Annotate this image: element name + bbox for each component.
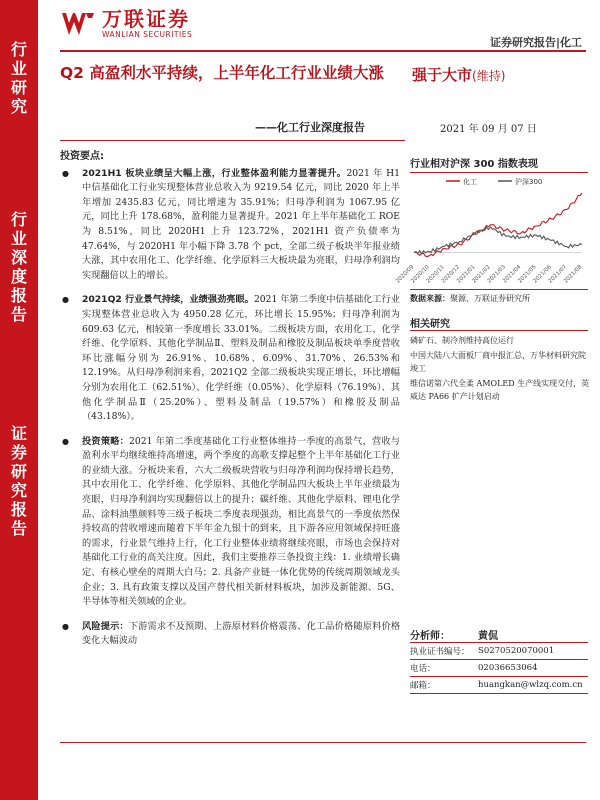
bullet-head: 风险提示： (82, 620, 129, 632)
bullet-body: 下游需求不及预期、上游原材料价格震荡、化工品价格随原料价格变化大幅波动 (82, 620, 401, 647)
sidebar-char: 度 (10, 267, 27, 286)
sidebar-char: 行 (10, 40, 27, 59)
x-tick-label: 2021/06 (532, 264, 553, 285)
header-divider (60, 50, 586, 52)
related-research-head: 相关研究 (410, 319, 450, 330)
sidebar-char: 行 (10, 210, 27, 229)
bullet-head: 2021H1 板块业绩呈大幅上涨，行业整体盈利能力显著提升。 (82, 167, 347, 179)
section-head-key-points: 投资要点: (60, 151, 104, 162)
bullet-body: 2021 年第二季度基础化工行业整体维持一季度的高景气，营收与盈利水平均继续维持高增速，两个季度的高歌支撑起整个上半年基础化工行业的业绩大涨。分板块来看，六大二级板块营收与归母净利润均保持增长趋势，其中农用化工、化学纤维、化学原料、其他化学制品四大板块上半年业绩最为亮眼，归母净利润均实现翻倍以上的提升；碳纤维、其他化学原料、锂电化学品、涂料油墨颜料等三级子板块二季度表现强劲，相比高景气的一季度依然保持较高的营收增速而随着下半年金九银十的到来，且下游各应用领域保持旺盛的需求，行业景气维持上行，化工行业整体业绩将继续亮眼，市场也会保持对基础化工行业的高关注度。因此，我们主要推荐三条投资主线：1. 业绩增长确定、有核心壁垒的周期大白马；2. 具备产业链一体化优势的传统周期领域龙头企业；3. 具有政策支撑以及国产替代相关新材料板块，加涉及新能源、5G、半导体等相关领域的企业。 (82, 435, 400, 608)
analyst-phone-row (410, 660, 588, 677)
sidebar-char: 研 (10, 78, 27, 97)
sidebar-char: 究 (10, 481, 27, 500)
x-tick-label: 2020/11 (425, 264, 446, 285)
x-tick-label: 2020/09 (395, 264, 416, 285)
analyst-email-label: 邮箱： (410, 681, 436, 691)
footer-divider (60, 742, 586, 743)
x-tick-label: 2020/12 (440, 264, 462, 285)
data-source-text: 聚源、万联证券研究所 (450, 294, 530, 303)
left-sidebar (0, 0, 38, 800)
series-line-chemical (414, 193, 582, 256)
legend-label: 化工 (463, 178, 477, 186)
sidebar-char: 告 (10, 305, 27, 324)
sidebar-char: 报 (10, 500, 27, 519)
related-item[interactable]: 中国大陆八大面板厂商中报汇总，万华材料研究院竣工 (410, 351, 586, 373)
rating-main: 强于大市 (412, 66, 473, 84)
related-divider (410, 330, 588, 331)
bullet-head: 投资策略： (82, 435, 130, 447)
analyst-email[interactable]: huangkan@wlzq.com.cn (478, 680, 583, 690)
rating-sub: (维持) (472, 69, 506, 83)
report-title: Q2 高盈利水平持续，上半年化工行业业绩大涨 (60, 64, 384, 82)
x-tick-label: 2021/05 (517, 264, 538, 285)
x-tick-label: 2021/08 (563, 264, 584, 285)
sidebar-char: 业 (10, 59, 27, 78)
analyst-info (410, 626, 588, 694)
sidebar-char: 业 (10, 229, 27, 248)
x-tick-label: 2021/03 (486, 264, 508, 285)
analyst-phone-label: 电话： (410, 664, 436, 674)
title-divider (60, 140, 405, 141)
bullet-q2-prosperity (60, 293, 400, 424)
bullet-risk-warning (60, 620, 400, 649)
related-item[interactable]: 磷矿石、制冷剂维持高位运行 (410, 336, 514, 345)
performance-chart (395, 172, 588, 290)
x-tick-label: 2021/01 (456, 264, 477, 285)
bullet-investment-strategy (60, 435, 400, 610)
analyst-name-row (410, 626, 588, 643)
sidebar-char: 券 (10, 443, 27, 462)
analyst-cert: S0270520070001 (478, 646, 555, 656)
x-tick-label: 2021/02 (471, 264, 492, 285)
company-logo (60, 8, 192, 39)
legend-label: 沪深300 (515, 178, 543, 186)
analyst-name-label: 分析师： (410, 630, 450, 642)
analyst-name: 黄侃 (478, 630, 498, 642)
x-tick-label: 2021/07 (547, 264, 569, 285)
sidebar-char: 深 (10, 248, 27, 267)
wanlian-logo-icon (60, 10, 96, 38)
bullet-h1-performance (60, 167, 400, 284)
report-category-label: 证券研究报告|化工 (489, 36, 582, 49)
data-source (410, 293, 530, 304)
related-research-list (410, 334, 590, 405)
sidebar-char: 报 (10, 286, 27, 305)
related-item[interactable]: 维信诺第六代全柔 AMOLED 生产线实现交付，英威达 PA66 扩产计划启动 (410, 379, 590, 401)
analyst-email-row (410, 677, 588, 694)
sidebar-char: 证 (10, 424, 27, 443)
series-line-hs300 (414, 227, 582, 254)
report-date: 2021 年 09 月 07 日 (440, 124, 537, 135)
x-tick-label: 2021/04 (501, 264, 523, 285)
bullet-body: 2021 年 H1 中信基础化工行业实现整体营业总收入为 9219.54 亿元，同比 2020 年上半年增加 2435.83 亿元，同比增速为 35.91%；归母净利润为 1067.95 亿元，同比上升 178.68%，盈利能力显著提升。2021 年上半年基础化工 ROE 为 8.51%，同比 2020H1 上升 123.72%，2021H1 资产负债率为 47.64%，与 2020H1 年小幅下降 3.78 个 pct，全部二级子板块半年报业绩大涨，其中农用化工、化学纤维、化学原料三大板块最为亮眼，归母净利润均实现翻倍以上的增长。 (82, 167, 400, 281)
analyst-cert-label: 执业证书编号： (410, 647, 470, 657)
analyst-cert-row (410, 643, 588, 660)
bullet-head: 2021Q2 行业景气持续，业绩强劲亮眼。 (82, 294, 254, 306)
bullet-body: 2021 年第二季度中信基础化工行业实现整体营业总收入为 4950.28 亿元，环比增长 15.95%；归母净利润为 609.63 亿元，相较第一季度增长 33.01%。二级板块方面，农用化工、化学纤维、化学原料、其他化学制品Ⅱ、塑料及制品和橡胶及制品板块单季度营收环比涨幅分别为 26.91%、10.68%、6.09%、31.70%、26.53%和 12.19%。从归母净利润来看，2021Q2 全部二级板块实现正增长，环比增幅分别为农用化工（62.51%）、化学纤维（0.05%）、化学原料（76.19%）、其他化学制品Ⅱ（25.20%）、塑料及制品（19.57%）和橡胶及制品（43.18%）。 (82, 294, 400, 423)
sidebar-label-securities-report (0, 424, 38, 538)
performance-chart-svg (395, 173, 588, 289)
data-source-label: 数据来源： (410, 294, 450, 303)
x-tick-label: 2020/10 (410, 264, 431, 285)
main-content (60, 150, 400, 659)
report-subtitle: ——化工行业深度报告 (255, 121, 365, 134)
analyst-phone: 02036653064 (478, 663, 538, 673)
sidebar-label-deep-report (0, 210, 38, 324)
logo-chinese-name: 万联证券 (102, 7, 190, 31)
logo-english-name: WANLIAN SECURITIES (102, 30, 193, 39)
sidebar-label-industry-research (0, 40, 38, 116)
rating-badge (412, 64, 505, 85)
sidebar-char: 告 (10, 519, 27, 538)
chart-title: 行业相对沪深 300 指数表现 (410, 159, 538, 170)
sidebar-char: 究 (10, 97, 27, 116)
sidebar-char: 研 (10, 462, 27, 481)
